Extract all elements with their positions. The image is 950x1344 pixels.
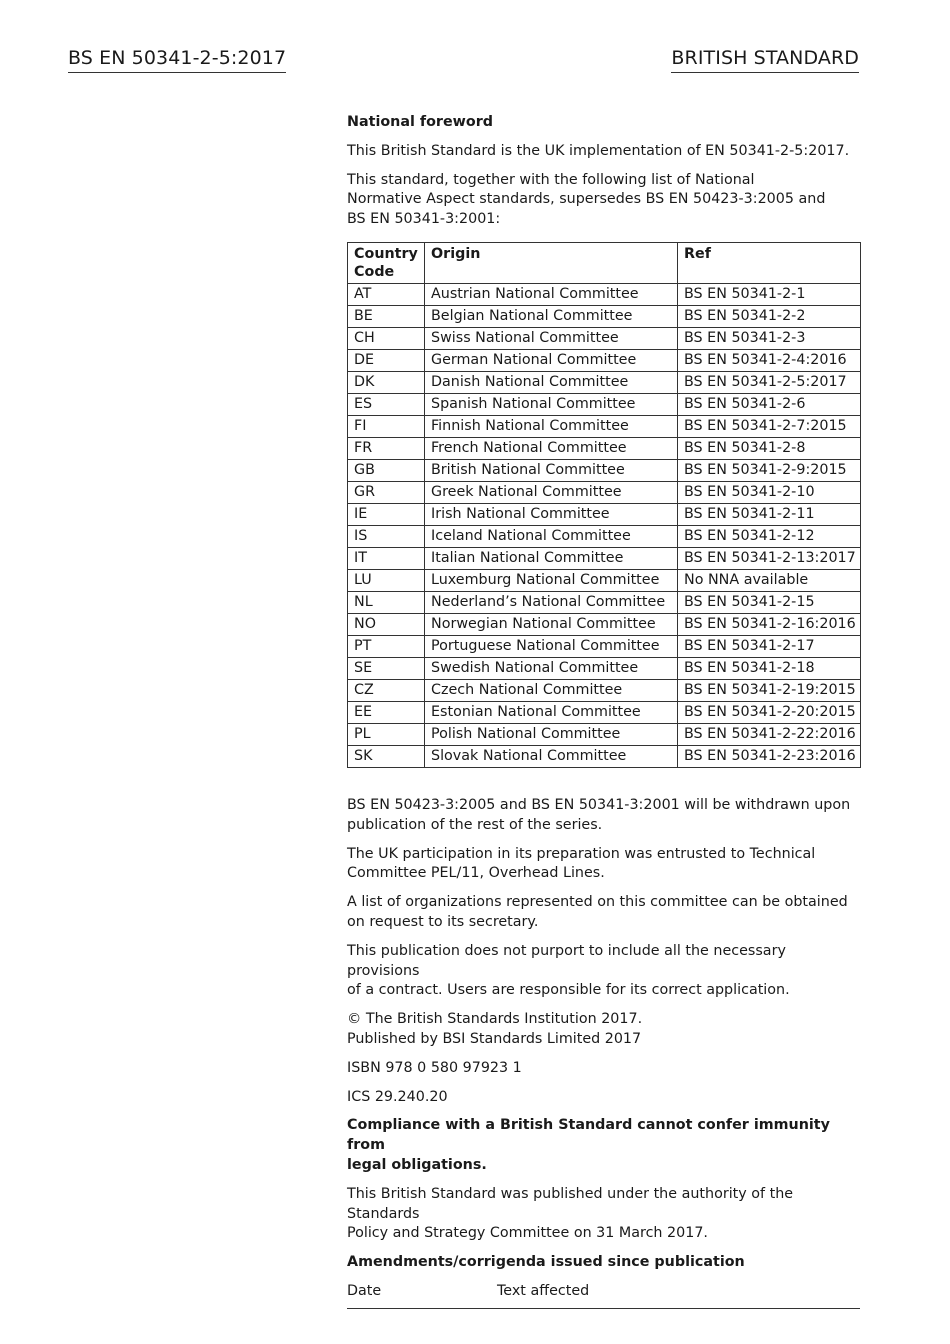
cell-country-code: IS (348, 525, 425, 547)
amendments-date-label: Date (347, 1282, 382, 1299)
table-row (348, 283, 861, 305)
cell-ref: BS EN 50341-2-18 (678, 657, 861, 679)
cell-origin: Swedish National Committee (425, 657, 678, 679)
cell-origin: Czech National Committee (425, 679, 678, 701)
isbn-text: ISBN 978 0 580 97923 1 (347, 1059, 522, 1076)
supersedes-line: Normative Aspect standards, supersedes BS EN 50423-3:2005 and (347, 191, 826, 208)
cell-country-code: SE (348, 657, 425, 679)
cell-ref: BS EN 50341-2-13:2017 (678, 547, 861, 569)
cell-ref: BS EN 50341-2-15 (678, 591, 861, 613)
table-row (348, 525, 861, 547)
cell-country-code: GR (348, 481, 425, 503)
cell-country-code: FI (348, 415, 425, 437)
table-header-row (348, 242, 861, 283)
table-row (348, 503, 861, 525)
cell-country-code: ES (348, 393, 425, 415)
cell-ref: BS EN 50341-2-23:2016 (678, 745, 861, 767)
table-row (348, 349, 861, 371)
cell-ref: BS EN 50341-2-9:2015 (678, 459, 861, 481)
document-number: BS EN 50341-2-5:2017 (68, 46, 286, 73)
copyright-paragraph (347, 1010, 860, 1050)
cell-country-code: SK (348, 745, 425, 767)
table-row (348, 437, 861, 459)
amendments-header-row (347, 1282, 860, 1309)
cell-origin: Greek National Committee (425, 481, 678, 503)
cell-ref: BS EN 50341-2-3 (678, 327, 861, 349)
cell-origin: German National Committee (425, 349, 678, 371)
publisher-text: Published by BSI Standards Limited 2017 (347, 1030, 642, 1047)
cell-origin: Italian National Committee (425, 547, 678, 569)
cell-country-code: PT (348, 635, 425, 657)
committee-paragraph: The UK participation in its preparation was entrusted to Technical Committee PEL/11, Overhead Lines. (347, 845, 816, 882)
cell-country-code: NO (348, 613, 425, 635)
cell-country-code: BE (348, 305, 425, 327)
table-row (348, 547, 861, 569)
cell-ref: BS EN 50341-2-8 (678, 437, 861, 459)
cell-ref: No NNA available (678, 569, 861, 591)
table-row (348, 305, 861, 327)
cell-ref: BS EN 50341-2-2 (678, 305, 861, 327)
cell-origin: Finnish National Committee (425, 415, 678, 437)
section-title: National foreword (347, 114, 493, 130)
table-row (348, 415, 861, 437)
cell-ref: BS EN 50341-2-1 (678, 283, 861, 305)
compliance-paragraph: Compliance with a British Standard cannot confer immunity from legal obligations. (347, 1117, 830, 1173)
cell-ref: BS EN 50341-2-5:2017 (678, 371, 861, 393)
authority-paragraph: This British Standard was published under the authority of the Standards Policy and Strategy Committee on 31 March 2017. (347, 1185, 794, 1242)
cell-origin: Belgian National Committee (425, 305, 678, 327)
table-row (348, 657, 861, 679)
cell-ref: BS EN 50341-2-11 (678, 503, 861, 525)
table-row (348, 745, 861, 767)
cell-ref: BS EN 50341-2-4:2016 (678, 349, 861, 371)
cell-origin: Luxemburg National Committee (425, 569, 678, 591)
cell-ref: BS EN 50341-2-22:2016 (678, 723, 861, 745)
nna-table (347, 242, 861, 768)
cell-country-code: IT (348, 547, 425, 569)
organizations-paragraph: A list of organizations represented on this committee can be obtained on request to its secretary. (347, 894, 848, 930)
cell-country-code: PL (348, 723, 425, 745)
cell-origin: Spanish National Committee (425, 393, 678, 415)
supersedes-line: BS EN 50341-3:2001: (347, 211, 501, 228)
cell-origin: Austrian National Committee (425, 283, 678, 305)
header-ref: Ref (678, 242, 861, 283)
cell-ref: BS EN 50341-2-16:2016 (678, 613, 861, 635)
supersedes-paragraph (347, 171, 860, 230)
table-row (348, 459, 861, 481)
cell-origin: Nederland’s National Committee (425, 591, 678, 613)
ics-text: ICS 29.240.20 (347, 1088, 448, 1105)
cell-country-code: LU (348, 569, 425, 591)
table-row (348, 613, 861, 635)
national-foreword-section (347, 113, 860, 1309)
cell-origin: British National Committee (425, 459, 678, 481)
table-row (348, 569, 861, 591)
cell-ref: BS EN 50341-2-17 (678, 635, 861, 657)
cell-country-code: AT (348, 283, 425, 305)
cell-ref: BS EN 50341-2-19:2015 (678, 679, 861, 701)
table-row (348, 481, 861, 503)
table-row (348, 327, 861, 349)
table-row (348, 393, 861, 415)
supersedes-line: This standard, together with the following list of National (347, 171, 755, 188)
cell-origin: Irish National Committee (425, 503, 678, 525)
cell-origin: Norwegian National Committee (425, 613, 678, 635)
cell-origin: Danish National Committee (425, 371, 678, 393)
cell-country-code: DK (348, 371, 425, 393)
table-row (348, 701, 861, 723)
withdrawn-paragraph: BS EN 50423-3:2005 and BS EN 50341-3:2001 will be withdrawn upon publication of the rest of the series. (347, 796, 851, 833)
table-row (348, 591, 861, 613)
cell-country-code: EE (348, 701, 425, 723)
cell-origin: Estonian National Committee (425, 701, 678, 723)
cell-origin: French National Committee (425, 437, 678, 459)
cell-ref: BS EN 50341-2-12 (678, 525, 861, 547)
cell-ref: BS EN 50341-2-10 (678, 481, 861, 503)
intro-paragraph: This British Standard is the UK implementation of EN 50341-2-5:2017. (347, 142, 850, 159)
cell-country-code: CH (348, 327, 425, 349)
table-row (348, 635, 861, 657)
amendments-text-label: Text affected (497, 1282, 590, 1299)
cell-country-code: IE (348, 503, 425, 525)
header-origin: Origin (425, 242, 678, 283)
cell-ref: BS EN 50341-2-6 (678, 393, 861, 415)
cell-country-code: DE (348, 349, 425, 371)
cell-ref: BS EN 50341-2-7:2015 (678, 415, 861, 437)
cell-origin: Iceland National Committee (425, 525, 678, 547)
cell-country-code: CZ (348, 679, 425, 701)
table-row (348, 371, 861, 393)
cell-country-code: NL (348, 591, 425, 613)
table-row (348, 679, 861, 701)
cell-origin: Slovak National Committee (425, 745, 678, 767)
table-row (348, 723, 861, 745)
document-type: BRITISH STANDARD (671, 46, 859, 73)
cell-origin: Swiss National Committee (425, 327, 678, 349)
header-country-code: Country Code (348, 242, 425, 283)
cell-origin: Portuguese National Committee (425, 635, 678, 657)
amendments-title: Amendments/corrigenda issued since publication (347, 1254, 745, 1271)
cell-country-code: GB (348, 459, 425, 481)
cell-ref: BS EN 50341-2-20:2015 (678, 701, 861, 723)
cell-country-code: FR (348, 437, 425, 459)
provisions-paragraph: This publication does not purport to include all the necessary provisions of a contract. Users are responsible for its correct application. (347, 942, 790, 999)
copyright-text: © The British Standards Institution 2017. (347, 1011, 643, 1028)
cell-origin: Polish National Committee (425, 723, 678, 745)
